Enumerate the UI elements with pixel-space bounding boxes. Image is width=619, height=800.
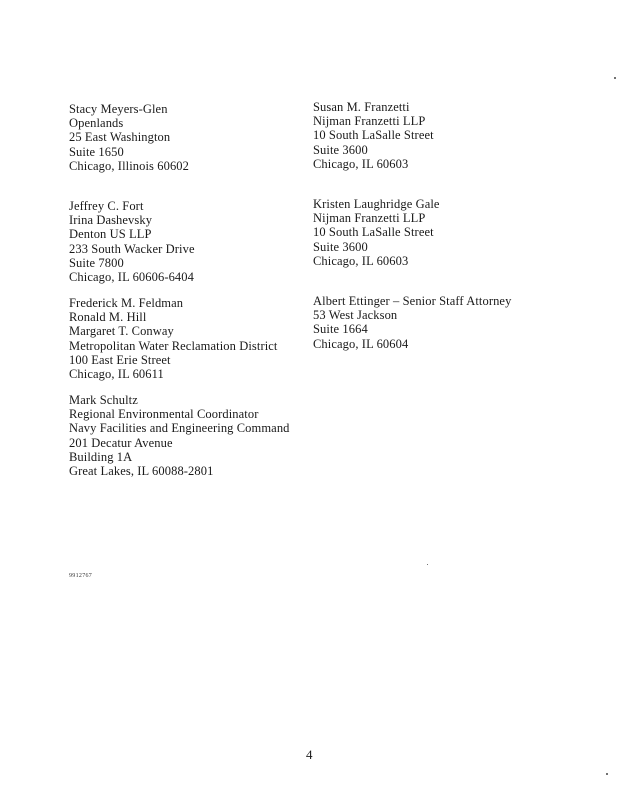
address-street: 201 Decatur Avenue	[69, 435, 173, 450]
address-name: Kristen Laughridge Gale	[313, 197, 440, 211]
address-title: Regional Environmental Coordinator	[69, 407, 259, 422]
document-id-code: 9912767	[69, 573, 93, 579]
address-city: Chicago, IL 60611	[69, 367, 164, 382]
address-street: 233 South Wacker Drive	[69, 241, 195, 256]
address-city: Great Lakes, IL 60088-2801	[69, 464, 214, 479]
address-block-fort	[69, 199, 195, 284]
page-number: 4	[306, 747, 313, 762]
address-name: Albert Ettinger – Senior Staff Attorney	[313, 294, 512, 308]
address-organization: Openlands	[69, 116, 124, 131]
address-block-ettinger	[313, 294, 511, 351]
scan-speck	[427, 564, 428, 565]
address-city: Chicago, IL 60603	[313, 156, 409, 171]
address-block-meyers-glen	[69, 102, 189, 173]
scan-speck	[614, 77, 616, 79]
scan-speck	[606, 773, 608, 775]
address-city: Chicago, IL 60606-6404	[69, 270, 194, 285]
address-suite: Suite 3600	[313, 142, 368, 157]
address-name: Stacy Meyers-Glen	[69, 102, 168, 116]
address-name: Susan M. Franzetti	[313, 100, 410, 114]
address-street: 10 South LaSalle Street	[313, 128, 434, 143]
address-name-2: Irina Dashevsky	[69, 213, 153, 228]
address-street: 53 West Jackson	[313, 308, 398, 323]
address-name: Frederick M. Feldman	[69, 296, 184, 310]
address-block-franzetti	[313, 100, 434, 171]
address-organization: Nijman Franzetti LLP	[313, 114, 426, 129]
address-block-gale	[313, 197, 440, 268]
address-organization: Metropolitan Water Reclamation District	[69, 338, 278, 353]
address-city: Chicago, Illinois 60602	[69, 158, 189, 173]
address-organization: Navy Facilities and Engineering Command	[69, 421, 290, 436]
address-city: Chicago, IL 60604	[313, 336, 409, 351]
address-street: 100 East Erie Street	[69, 352, 171, 367]
address-name-3: Margaret T. Conway	[69, 324, 174, 339]
address-suite: Suite 3600	[313, 239, 368, 254]
address-organization: Denton US LLP	[69, 227, 152, 242]
address-organization: Nijman Franzetti LLP	[313, 211, 426, 226]
address-block-feldman	[69, 296, 278, 381]
address-city: Chicago, IL 60603	[313, 253, 409, 268]
address-building: Building 1A	[69, 449, 133, 464]
address-name: Jeffrey C. Fort	[69, 199, 144, 213]
address-suite: Suite 1664	[313, 322, 368, 337]
address-block-schultz	[69, 393, 290, 478]
address-name-2: Ronald M. Hill	[69, 310, 147, 325]
address-street: 25 East Washington	[69, 130, 171, 145]
address-suite: Suite 7800	[69, 255, 124, 270]
address-name: Mark Schultz	[69, 393, 138, 407]
address-street: 10 South LaSalle Street	[313, 225, 434, 240]
address-suite: Suite 1650	[69, 144, 124, 159]
